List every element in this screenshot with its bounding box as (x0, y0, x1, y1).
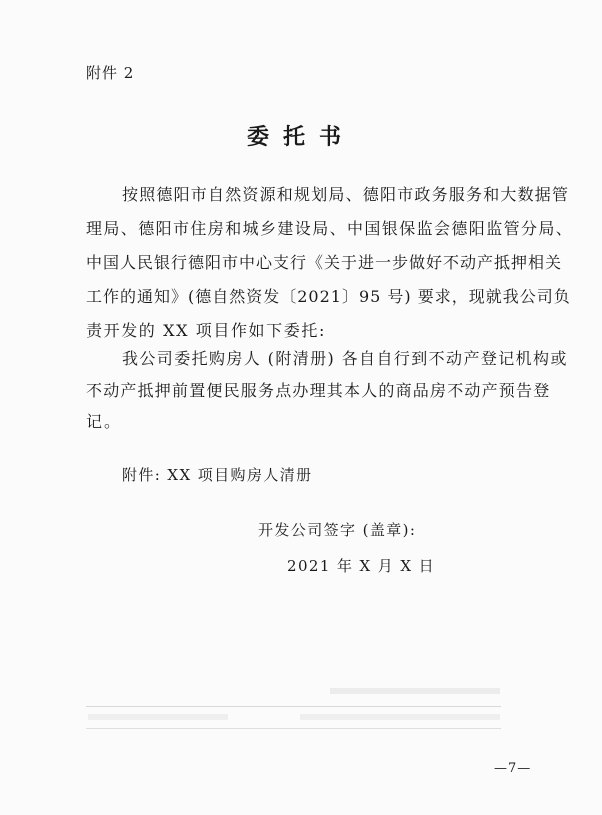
signature-date: 2021 年 X 月 X 日 (287, 557, 435, 575)
bleed-through-mark (88, 714, 228, 720)
page-number: —7— (494, 761, 532, 776)
paragraph-1-line-4: 工作的通知》(德自然资发〔2021〕95 号) 要求，现就我公司负 (86, 287, 571, 306)
bleed-through-rule (86, 706, 501, 707)
bleed-through-mark (330, 688, 500, 694)
attachment-note: 附件: XX 项目购房人清册 (122, 466, 313, 484)
signature-label: 开发公司签字 (盖章): (258, 521, 417, 539)
paragraph-1-line-2: 理局、德阳市住房和城乡建设局、中国银保监会德阳监管分局、 (86, 219, 574, 238)
document-title: 委托书 (246, 124, 355, 150)
bleed-through-rule (86, 728, 501, 729)
paragraph-1-line-1: 按照德阳市自然资源和规划局、德阳市政务服务和大数据管 (122, 185, 570, 204)
paragraph-2-line-3: 记。 (86, 412, 123, 431)
paragraph-1-line-5: 责开发的 XX 项目作如下委托: (86, 321, 326, 340)
paragraph-1-line-3: 中国人民银行德阳市中心支行《关于进一步做好不动产抵押相关 (86, 253, 563, 272)
bleed-through-mark (300, 714, 500, 720)
paragraph-2-line-2: 不动产抵押前置便民服务点办理其本人的商品房不动产预告登 (86, 381, 551, 400)
paragraph-2-line-1: 我公司委托购房人 (附清册) 各自自行到不动产登记机构或 (122, 349, 568, 368)
attachment-label: 附件 2 (86, 64, 135, 82)
